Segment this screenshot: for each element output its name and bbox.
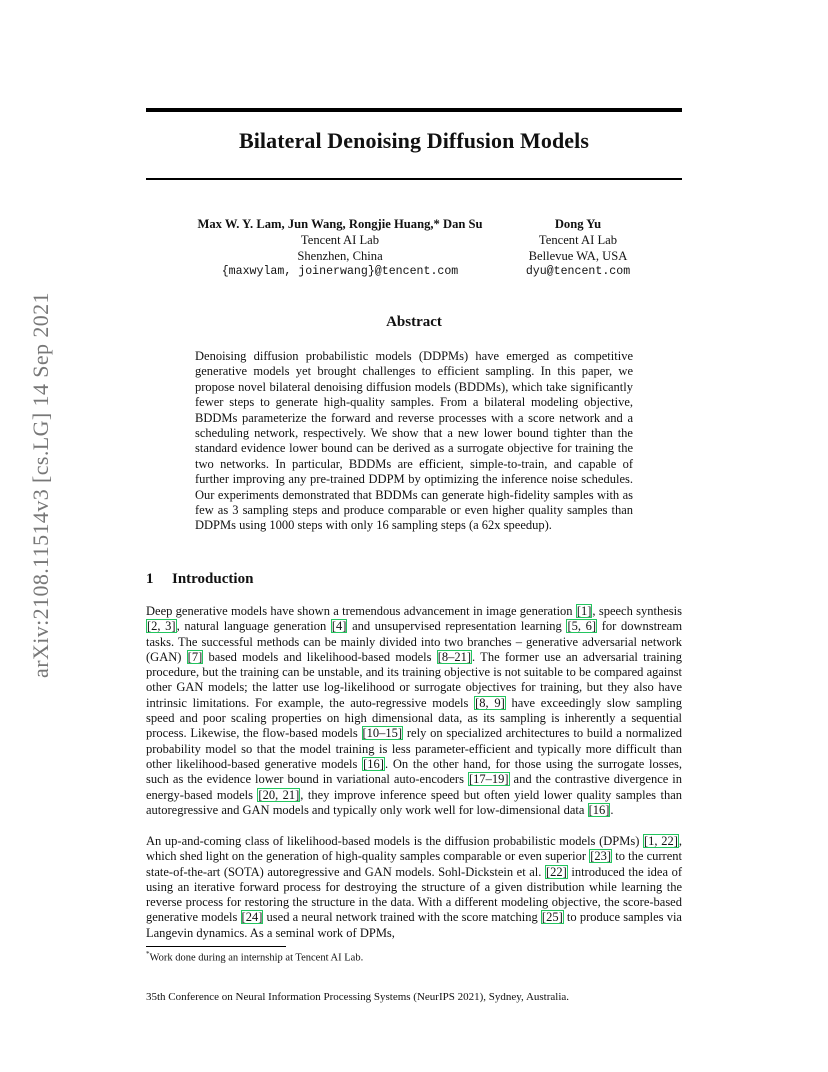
citation-link[interactable]: [1] bbox=[576, 604, 592, 618]
citation-link[interactable]: [25] bbox=[541, 910, 563, 925]
author-location: Bellevue WA, USA bbox=[528, 249, 628, 263]
citation-link[interactable]: [8, 9] bbox=[475, 695, 505, 710]
citation-link[interactable]: [10–15] bbox=[362, 726, 403, 741]
abstract-text: Denoising diffusion probabilistic models (DDPMs) have emerged as competitive generative models yet brought challenges to efficient sampling. In this paper, we propose novel bilateral denoising diffusion models (BDDMs), which take significantly fewer steps to generate high-quality samples. From a bilateral modeling objective, BDDMs parameterize the forward and reverse processes with a score network and a scheduling network, respectively. We show that a new lower bound tighter than the standard evidence lower bound can be derived as a surrogate objective for training the two networks. In particular, BDDMs are efficient, simple-to-train, and capable of further improving any pre-trained DDPM by optimizing the inference noise schedules. Our experiments demonstrated that BDDMs can generate high-fidelity samples with as few as 3 sampling steps and produce comparable or even higher quality samples than DDPMs using 1000 steps with only 16 sampling steps (a 62x speedup). bbox=[195, 349, 633, 533]
footnote-text: Work done during an internship at Tencent AI Lab. bbox=[149, 952, 364, 964]
intro-paragraph-1: Deep generative models have shown a tremendous advancement in image generation [1], speech synthesis [2, 3], natural language generation [4] and unsupervised representation learning [5, 6] for downstream tasks. The successful methods can be mainly divided into two branches – generative adversarial network (GAN) [7] based models and likelihood-based models [8–21]. The former use an adversarial training procedure, but the training can be unstable, and its training objective is not suitable to be compared against other GAN models; the latter use log-likelihood or surrogate objectives for training, but they also have intrinsic limitations. For example, the auto-regressive models [8, 9] have exceedingly slow sampling speed and poor scaling properties on high dimensional data, as its sampling is inherently a sequential process. Likewise, the flow-based models [10–15] rely on specialized architectures to build a normalized probability model so that the model training is less parameter-efficient and typically more difficult than other likelihood-based generative models [16]. On the other hand, for those using the surrogate losses, such as the evidence lower bound in variational auto-encoders [17–19] and the contrastive divergence in energy-based models [20, 21], they improve inference speed but often yield lower quality samples than autoregressive and GAN models and typically only work well for low-dimensional data [16]. bbox=[146, 604, 683, 817]
author-block-2 bbox=[520, 216, 636, 280]
section-title: Introduction bbox=[172, 571, 254, 587]
author-block-1 bbox=[180, 216, 500, 280]
arxiv-identifier bbox=[18, 290, 64, 680]
citation-link[interactable]: [17–19] bbox=[468, 772, 509, 787]
citation-link[interactable]: [23] bbox=[590, 849, 612, 864]
author-affiliation: Tencent AI Lab bbox=[300, 233, 380, 247]
citation-link[interactable]: [1, 22] bbox=[644, 834, 678, 848]
citation-link[interactable]: [16] bbox=[363, 756, 384, 771]
citation-link[interactable]: [7] bbox=[187, 649, 203, 664]
footnote-mark: * bbox=[146, 950, 150, 958]
citation-link[interactable]: [22] bbox=[545, 864, 567, 879]
title-rule-bottom bbox=[146, 178, 682, 180]
author-email: dyu@tencent.com bbox=[525, 265, 631, 278]
footnote bbox=[146, 950, 363, 964]
citation-link[interactable]: [16] bbox=[588, 802, 610, 817]
author-names: Dong Yu bbox=[554, 217, 602, 231]
footnote-rule bbox=[146, 946, 286, 947]
citation-link[interactable]: [8–21] bbox=[437, 649, 472, 664]
author-email: {maxwylam, joinerwang}@tencent.com bbox=[221, 265, 459, 278]
citation-link[interactable]: [5, 6] bbox=[567, 619, 597, 634]
venue-line: 35th Conference on Neural Information Processing Systems (NeurIPS 2021), Sydney, Australia. bbox=[146, 991, 570, 1003]
author-names: Max W. Y. Lam, Jun Wang, Rongjie Huang,* Dan Su bbox=[197, 217, 483, 231]
author-affiliation: Tencent AI Lab bbox=[538, 233, 618, 247]
citation-link[interactable]: [2, 3] bbox=[147, 619, 176, 634]
section-number: 1 bbox=[146, 571, 154, 587]
citation-link[interactable]: [20, 21] bbox=[258, 787, 300, 802]
citation-link[interactable]: [24] bbox=[241, 910, 263, 925]
arxiv-identifier-text: arXiv:2108.11514v3 [cs.LG] 14 Sep 2021 bbox=[28, 292, 53, 678]
abstract-heading: Abstract bbox=[386, 314, 442, 330]
section-heading bbox=[146, 571, 253, 588]
author-location: Shenzhen, China bbox=[297, 249, 383, 263]
title-rule-top bbox=[146, 108, 682, 112]
paper-title: Bilateral Denoising Diffusion Models bbox=[238, 128, 590, 153]
citation-link[interactable]: [4] bbox=[331, 619, 347, 634]
intro-paragraph-2: An up-and-coming class of likelihood-based models is the diffusion probabilistic models (DPMs) [1, 22], which shed light on the generation of high-quality samples comparable or even superior [23] to the current state-of-the-art (SOTA) autoregressive and GAN models. Sohl-Dickstein et al. [22] introduced the idea of using an iterative forward process for destroying the structure of a given distribution while learning the reverse process for restoring the structure in the data. With a different modeling objective, the score-based generative models [24] used a neural network trained with the score matching [25] to produce samples via Langevin dynamics. As a seminal work of DPMs, bbox=[146, 834, 682, 940]
